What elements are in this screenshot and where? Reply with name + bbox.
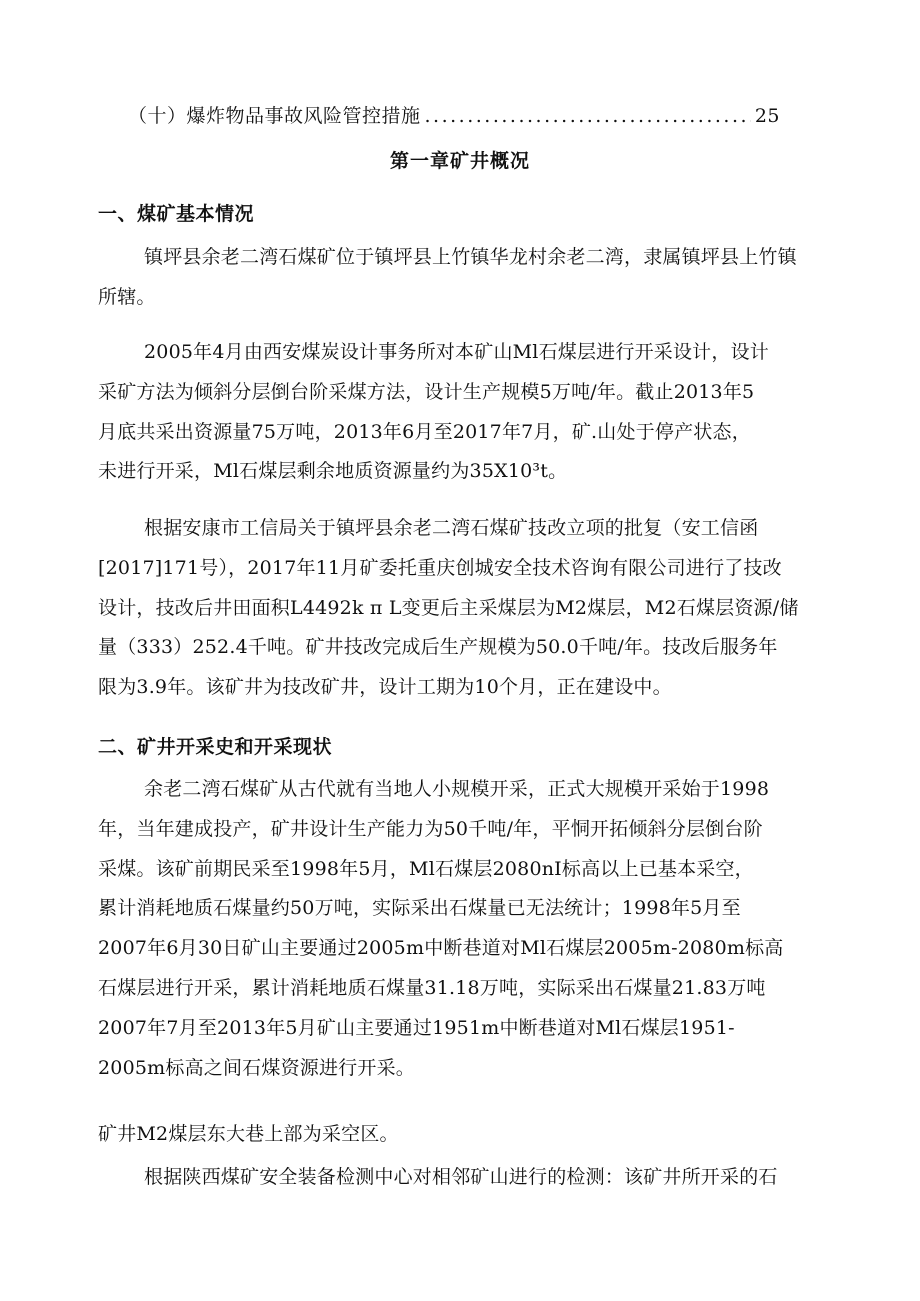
toc-page-number: 25 bbox=[754, 105, 780, 127]
paragraph-line: 2005m标高之间石煤资源进行开采。 bbox=[98, 1056, 415, 1079]
paragraph-line: 年，当年建成投产，矿井设计生产能力为50千吨/年，平恫开拓倾斜分层倒台阶 bbox=[98, 817, 763, 840]
chapter-title: 第一章矿井概况 bbox=[389, 150, 530, 172]
paragraph-technical-renovation bbox=[98, 509, 814, 708]
paragraph-detection bbox=[98, 1158, 814, 1198]
paragraph-line: 量（333）252.4千吨。矿井技改完成后生产规模为50.0千吨/年。技改后服务年 bbox=[98, 636, 778, 659]
section-heading-mining-history: 二、矿井开采史和开采现状 bbox=[98, 736, 333, 758]
paragraph-mining-history bbox=[98, 770, 814, 1088]
paragraph-line: 限为3.9年。该矿井为技改矿井，设计工期为10个月，正在建设中。 bbox=[98, 676, 672, 699]
paragraph-line: 2005年4月由西安煤炭设计事务所对本矿山Ml石煤层进行开采设计，设计 bbox=[144, 341, 769, 363]
paragraph-line: 所辖。 bbox=[98, 285, 156, 308]
paragraph-line: 余老二湾石煤矿从古代就有当地人小规模开采，正式大规模开采始于1998 bbox=[144, 778, 770, 800]
toc-entry[interactable] bbox=[128, 101, 780, 131]
paragraph-line: 月底共采出资源量75万吨，2013年6月至2017年7月，矿.山处于停产状态， bbox=[98, 420, 751, 443]
paragraph-line: 设计，技改后井田面积L4492k π L变更后主采煤层为M2煤层，M2石煤层资源/储 bbox=[98, 596, 799, 619]
paragraph-line: 矿井M2煤层东大巷上部为采空区。 bbox=[98, 1123, 399, 1145]
paragraph-goaf-note bbox=[98, 1115, 814, 1155]
paragraph-line: 根据陕西煤矿安全装备检测中心对相邻矿山进行的检测：该矿井所开采的石 bbox=[144, 1166, 778, 1188]
paragraph-line: 累计消耗地质石煤量约50万吨，实际采出石煤量已无法统计；1998年5月至 bbox=[98, 897, 741, 920]
section-heading-coal-mine-basics: 一、煤矿基本情况 bbox=[98, 203, 255, 225]
paragraph-line: 石煤层进行开采，累计消耗地质石煤量31.18万吨，实际采出石煤量21.83万吨 bbox=[98, 976, 766, 999]
paragraph-line: 根据安康市工信局关于镇坪县余老二湾石煤矿技改立项的批复（安工信函 bbox=[144, 517, 759, 539]
paragraph-line: 镇坪县余老二湾石煤矿位于镇坪县上竹镇华龙村余老二湾，隶属镇坪县上竹镇 bbox=[144, 246, 797, 268]
paragraph-line: 2007年6月30日矿山主要通过2005m中断巷道对Ml石煤层2005m-2080m标高 bbox=[98, 937, 784, 960]
paragraph-line: [2017]171号），2017年11月矿委托重庆创城安全技术咨询有限公司进行了技改 bbox=[98, 556, 782, 579]
toc-entry-text: （十）爆炸物品事故风险管控措施 bbox=[128, 105, 421, 127]
paragraph-line: 2007年7月至2013年5月矿山主要通过1951m中断巷道对Ml石煤层1951- bbox=[98, 1016, 735, 1039]
paragraph-location bbox=[98, 238, 814, 318]
paragraph-line: 未进行开采，Ml石煤层剩余地质资源量约为35X10³t。 bbox=[98, 460, 568, 483]
paragraph-line: 采矿方法为倾斜分层倒台阶采煤方法，设计生产规模5万吨/年。截止2013年5 bbox=[98, 380, 755, 403]
paragraph-line: 采煤。该矿前期民采至1998年5月，Ml石煤层2080nI标高以上已基本采空， bbox=[98, 857, 754, 880]
paragraph-design-history bbox=[98, 333, 814, 492]
toc-leader-dots bbox=[425, 101, 751, 131]
